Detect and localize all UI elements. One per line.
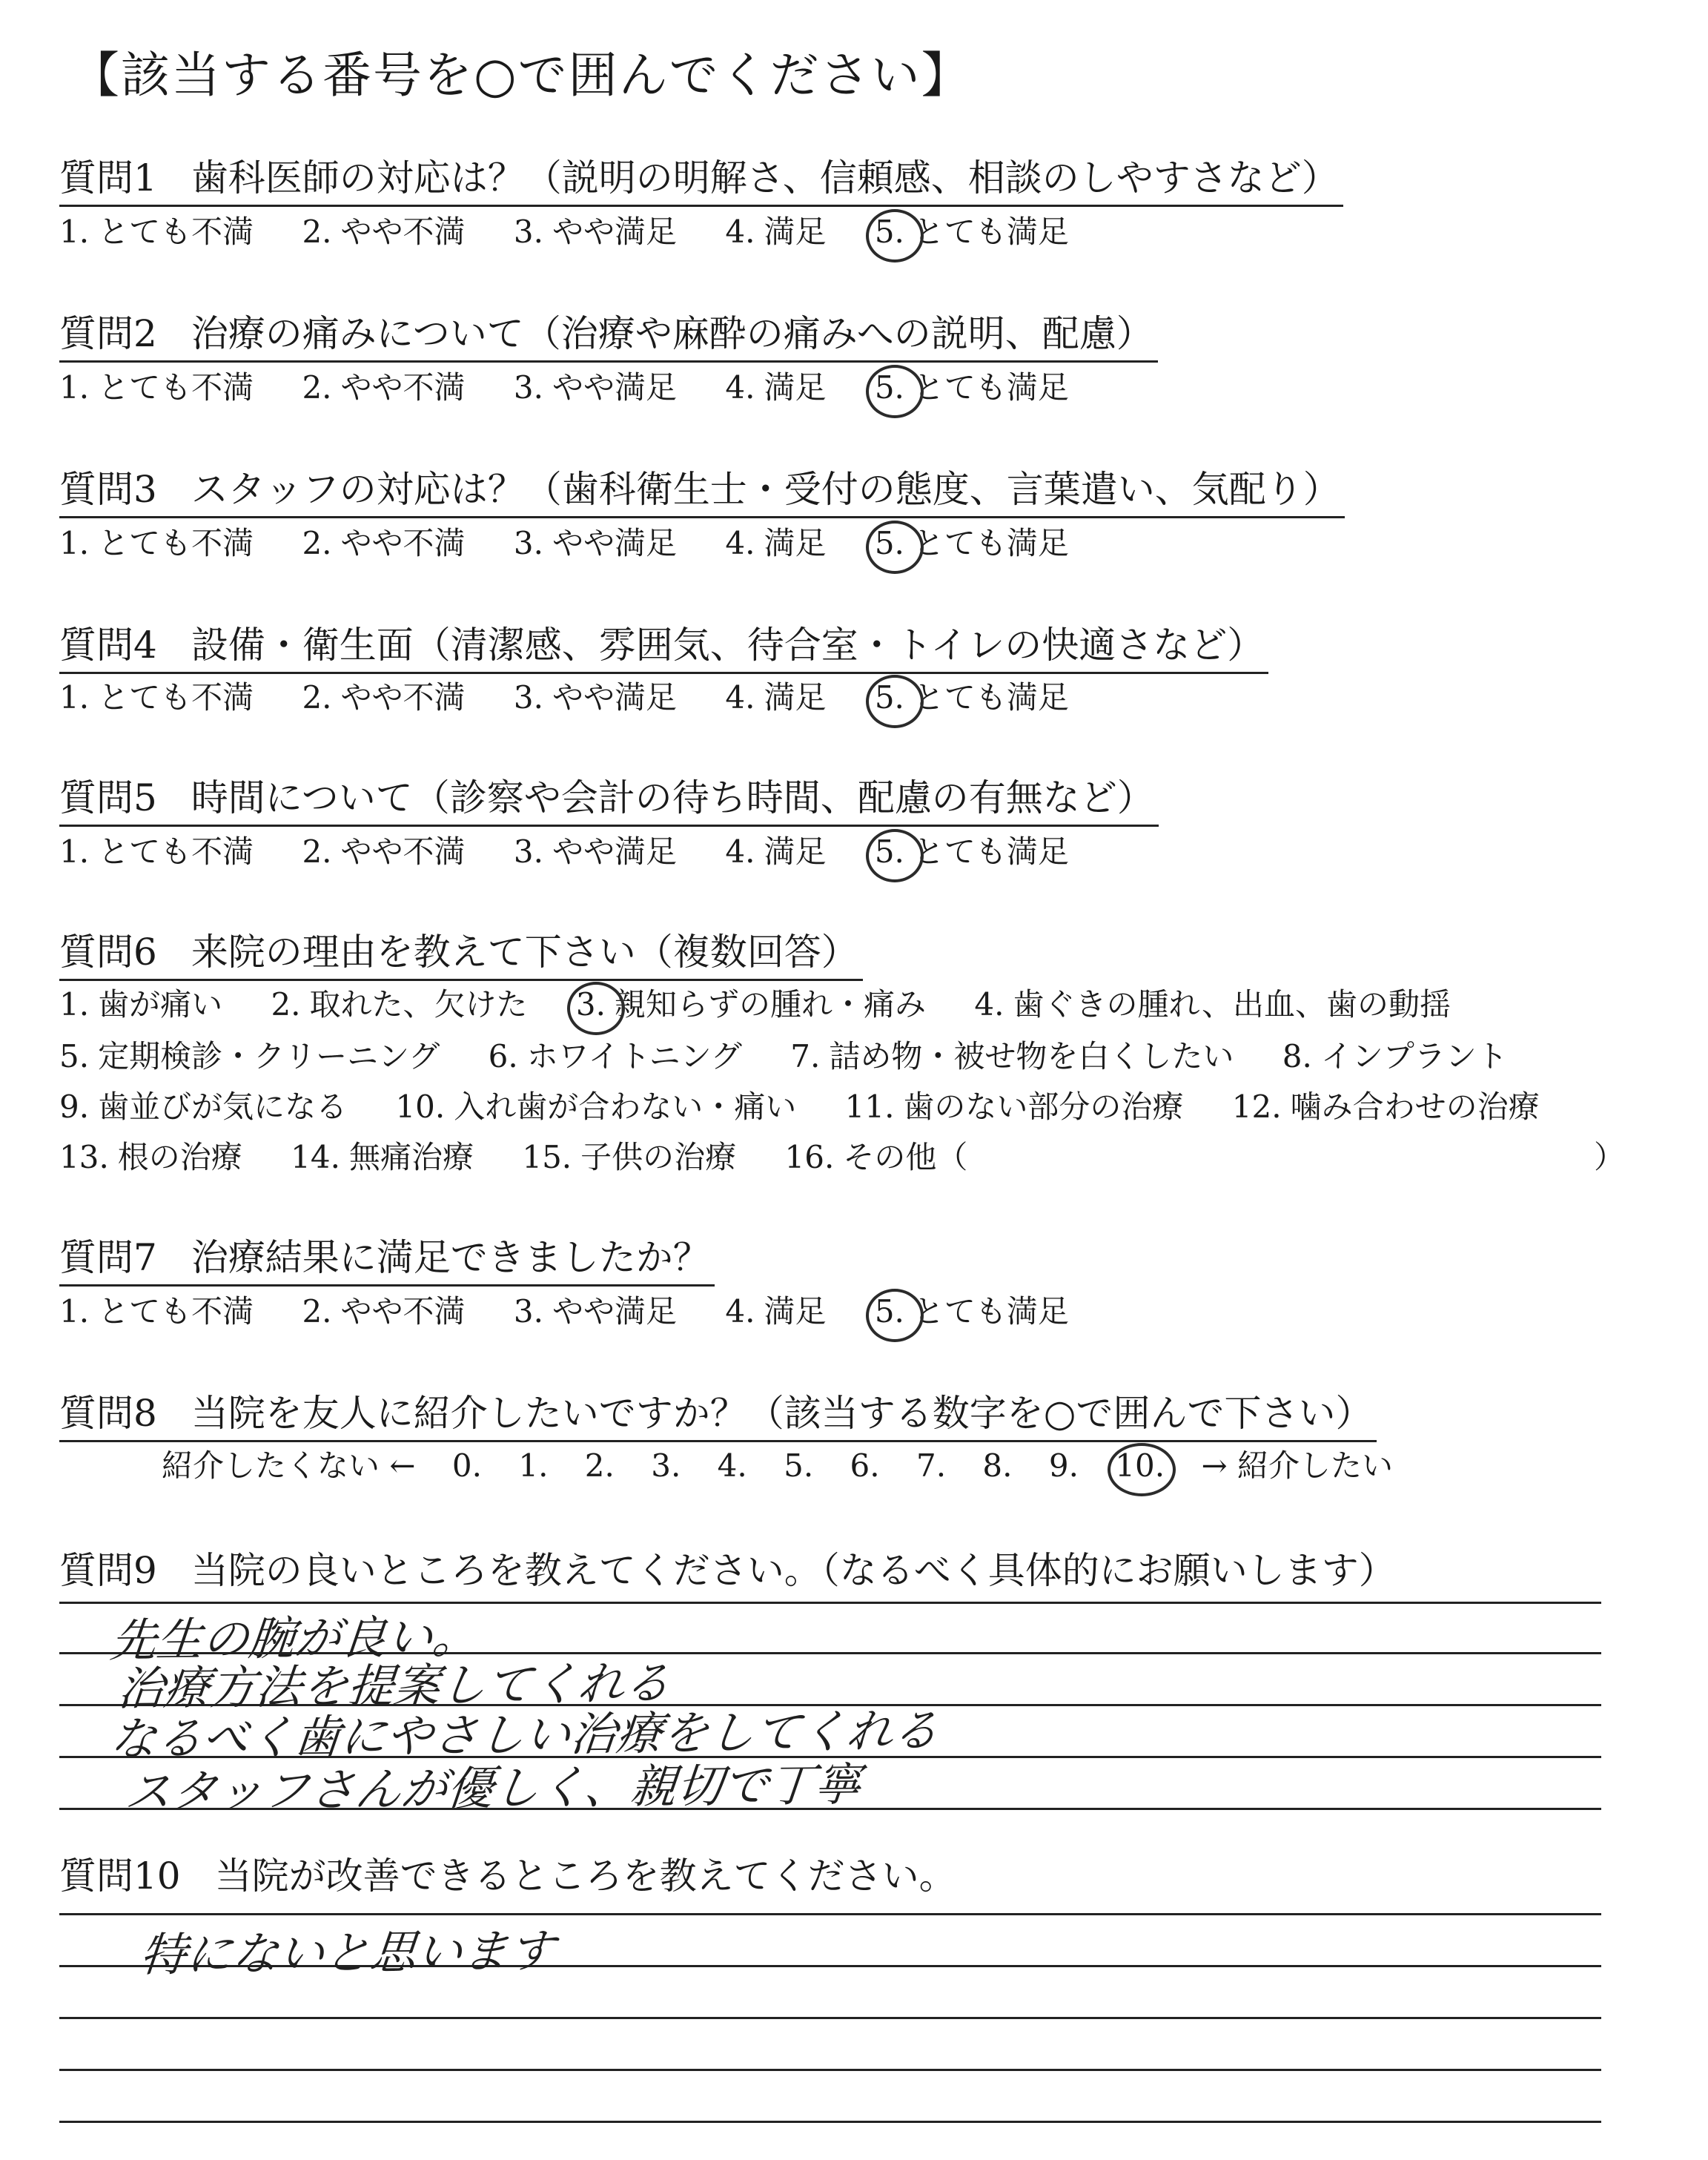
q8-left-label: 紹介したくない ← <box>162 1447 416 1484</box>
q4-option-5-selected[interactable]: 5. とても満足 <box>874 679 1069 716</box>
question-4-text: 設備・衛生面（清潔感、雰囲気、待合室・トイレの快適さなど） <box>191 624 1265 667</box>
q8-scale-9[interactable]: 9. <box>1048 1447 1079 1484</box>
question-3-number: 質問3 <box>59 468 157 511</box>
q7-option-1[interactable]: 1. とても不満 <box>59 1293 254 1330</box>
question-1-title <box>59 148 1343 207</box>
q1-option-3[interactable]: 3. やや満足 <box>513 214 677 250</box>
q7-option-4[interactable]: 4. 満足 <box>725 1293 827 1330</box>
q10-answer-line-5 <box>59 2121 1601 2123</box>
question-6-title <box>59 922 863 981</box>
q6-option-11[interactable]: 11. 歯のない部分の治療 <box>844 1089 1184 1125</box>
q6-option-9[interactable]: 9. 歯並びが気になる <box>59 1089 348 1125</box>
q3-option-4[interactable]: 4. 満足 <box>725 525 827 561</box>
question-6-number: 質問6 <box>59 931 157 974</box>
q3-option-3[interactable]: 3. やや満足 <box>513 525 677 561</box>
q8-scale-0[interactable]: 0. <box>451 1447 482 1484</box>
q6-option-12[interactable]: 12. 噛み合わせの治療 <box>1231 1089 1540 1125</box>
question-3-title <box>59 460 1345 518</box>
instruction-heading: 【該当する番号を○で囲んでください】 <box>70 47 972 104</box>
question-10-number: 質問10 <box>59 1855 181 1898</box>
q8-scale-10-selected[interactable]: 10. <box>1115 1447 1165 1484</box>
q7-option-3[interactable]: 3. やや満足 <box>513 1293 677 1330</box>
q9-answer-2[interactable]: 治療方法を提案してくれる <box>115 1656 673 1716</box>
question-9-title <box>59 1541 1396 1594</box>
q1-option-2[interactable]: 2. やや不満 <box>302 214 466 250</box>
question-9-text: 当院の良いところを教えてください。（なるべく具体的にお願いします） <box>191 1549 1396 1592</box>
q6-option-2[interactable]: 2. 取れた、欠けた <box>271 986 528 1023</box>
q8-scale-1[interactable]: 1. <box>518 1447 549 1484</box>
question-4-number: 質問4 <box>59 624 157 667</box>
q10-answer-line-3 <box>59 2017 1601 2019</box>
q6-option-10[interactable]: 10. 入れ歯が合わない・痛い <box>395 1089 797 1125</box>
q6-option-6[interactable]: 6. ホワイトニング <box>488 1038 742 1074</box>
question-1-text: 歯科医師の対応は？（説明の明解さ、信頼感、相談のしやすさなど） <box>191 156 1339 199</box>
question-6-text: 来院の理由を教えて下さい（複数回答） <box>191 931 858 974</box>
question-3-options <box>59 519 1108 564</box>
q4-option-1[interactable]: 1. とても不満 <box>59 679 254 716</box>
question-5-text: 時間について（診察や会計の待ち時間、配慮の有無など） <box>191 776 1154 819</box>
q10-answer-line-4 <box>59 2069 1601 2071</box>
q6-option-14[interactable]: 14. 無痛治療 <box>291 1139 474 1175</box>
q8-scale-5[interactable]: 5. <box>784 1447 814 1484</box>
q1-option-1[interactable]: 1. とても不満 <box>59 214 254 250</box>
q6-option-13[interactable]: 13. 根の治療 <box>59 1139 242 1175</box>
q6-option-4[interactable]: 4. 歯ぐきの腫れ、出血、歯の動揺 <box>974 986 1451 1023</box>
question-8-text: 当院を友人に紹介したいですか？（該当する数字を○で囲んで下さい） <box>191 1392 1373 1435</box>
q8-scale-2[interactable]: 2. <box>584 1447 615 1484</box>
question-2-title <box>59 304 1158 363</box>
question-5-number: 質問5 <box>59 776 157 819</box>
question-2-options <box>59 363 1108 408</box>
q6-option-8[interactable]: 8. インプラント <box>1282 1038 1508 1074</box>
q6-option-3-selected[interactable]: 3. 親知らずの腫れ・痛み <box>575 986 926 1023</box>
question-10-text: 当院が改善できるところを教えてください。 <box>214 1855 956 1898</box>
q8-scale-3[interactable]: 3. <box>651 1447 681 1484</box>
q5-option-2[interactable]: 2. やや不満 <box>302 833 466 870</box>
question-4-title <box>59 615 1268 674</box>
q8-scale-8[interactable]: 8. <box>982 1447 1013 1484</box>
question-5-title <box>59 768 1159 827</box>
question-6-row-4 <box>59 1133 1006 1178</box>
q8-scale-4[interactable]: 4. <box>717 1447 747 1484</box>
q7-option-5-selected[interactable]: 5. とても満足 <box>874 1293 1069 1330</box>
q5-option-1[interactable]: 1. とても不満 <box>59 833 254 870</box>
question-5-options <box>59 828 1108 872</box>
q5-option-4[interactable]: 4. 満足 <box>725 833 827 870</box>
question-7-number: 質問7 <box>59 1236 157 1279</box>
question-8-title <box>59 1384 1377 1442</box>
q10-answer-line-1 <box>59 1913 1601 1915</box>
q3-option-1[interactable]: 1. とても不満 <box>59 525 254 561</box>
q2-option-1[interactable]: 1. とても不満 <box>59 369 254 406</box>
q6-option-7[interactable]: 7. 詰め物・被せ物を白くしたい <box>790 1038 1234 1074</box>
question-6-row-2 <box>59 1032 1546 1077</box>
q1-option-4[interactable]: 4. 満足 <box>725 214 827 250</box>
question-9-number: 質問9 <box>59 1549 157 1592</box>
q10-answer-1[interactable]: 特にないと思います <box>137 1923 557 1982</box>
question-10-title <box>59 1846 956 1900</box>
question-7-text: 治療結果に満足できましたか？ <box>191 1236 710 1279</box>
q8-scale-7[interactable]: 7. <box>916 1447 947 1484</box>
q8-right-label: → 紹介したい <box>1201 1447 1393 1484</box>
question-2-text: 治療の痛みについて（治療や麻酔の痛みへの説明、配慮） <box>191 312 1153 355</box>
q8-scale-6[interactable]: 6. <box>850 1447 880 1484</box>
question-8-number: 質問8 <box>59 1392 157 1435</box>
q4-option-4[interactable]: 4. 満足 <box>725 679 827 716</box>
q5-option-3[interactable]: 3. やや満足 <box>513 833 677 870</box>
q9-answer-4[interactable]: スタッフさんが優しく、親切で丁寧 <box>122 1757 864 1820</box>
question-6-row-3 <box>59 1083 1578 1127</box>
question-7-title <box>59 1228 715 1287</box>
question-3-text: スタッフの対応は？（歯科衛生士・受付の態度、言葉遣い、気配り） <box>191 468 1340 511</box>
q7-option-2[interactable]: 2. やや不満 <box>302 1293 466 1330</box>
q4-option-2[interactable]: 2. やや不満 <box>302 679 466 716</box>
question-7-options <box>59 1287 1108 1332</box>
question-8-scale <box>162 1441 1420 1486</box>
q6-option-16-other[interactable]: 16. その他（ <box>784 1139 968 1175</box>
question-6-row-1 <box>59 980 1489 1025</box>
q1-option-5-selected[interactable]: 5. とても満足 <box>874 214 1069 250</box>
q2-option-5-selected[interactable]: 5. とても満足 <box>874 369 1069 406</box>
q9-answer-3[interactable]: なるべく歯にやさしい治療をしてくれる <box>107 1703 941 1766</box>
question-1-options <box>59 208 1108 252</box>
q3-option-5-selected[interactable]: 5. とても満足 <box>874 525 1069 561</box>
question-4-options <box>59 673 1108 718</box>
q3-option-2[interactable]: 2. やや不満 <box>302 525 466 561</box>
q6-other-close-paren: ） <box>1594 1139 1626 1175</box>
q5-option-5-selected[interactable]: 5. とても満足 <box>874 833 1069 870</box>
q6-option-5[interactable]: 5. 定期検診・クリーニング <box>59 1038 440 1074</box>
q2-option-2[interactable]: 2. やや不満 <box>302 369 466 406</box>
q6-option-1[interactable]: 1. 歯が痛い <box>59 986 223 1023</box>
q6-option-15[interactable]: 15. 子供の治療 <box>522 1139 737 1175</box>
q2-option-3[interactable]: 3. やや満足 <box>513 369 677 406</box>
q9-answer-1[interactable]: 先生の腕が良い。 <box>107 1609 482 1668</box>
question-1-number: 質問1 <box>59 156 157 199</box>
question-2-number: 質問2 <box>59 312 157 355</box>
q2-option-4[interactable]: 4. 満足 <box>725 369 827 406</box>
q4-option-3[interactable]: 3. やや満足 <box>513 679 677 716</box>
